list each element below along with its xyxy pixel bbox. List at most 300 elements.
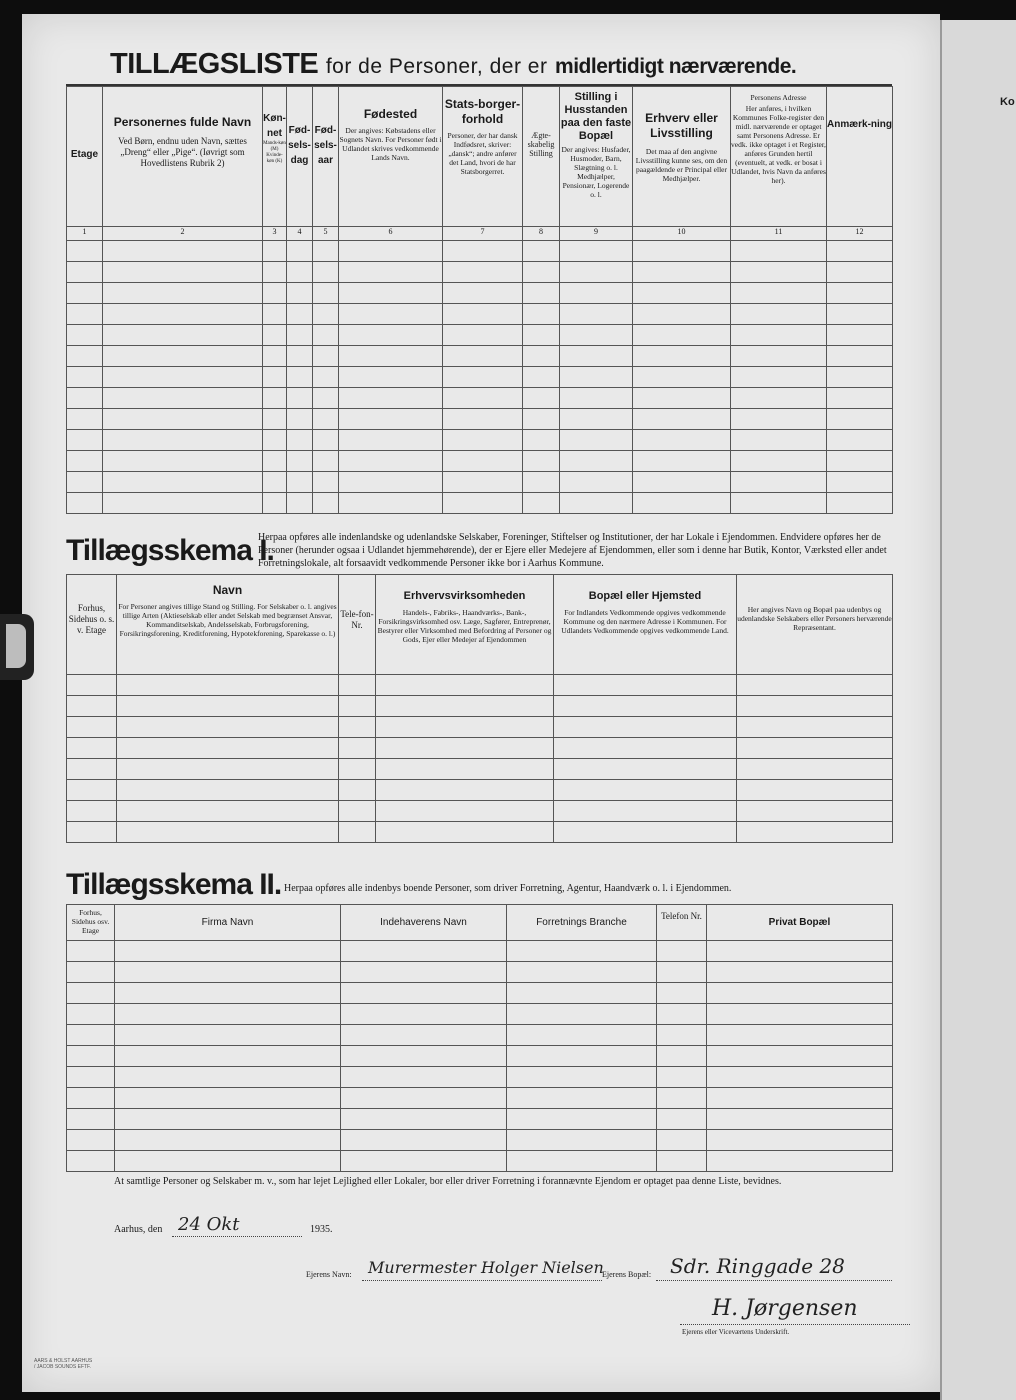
table-cell[interactable] — [443, 472, 523, 493]
table-cell[interactable] — [115, 1109, 341, 1130]
table-cell[interactable] — [287, 409, 313, 430]
table-cell[interactable] — [633, 388, 731, 409]
table-cell[interactable] — [67, 696, 117, 717]
table-cell[interactable] — [339, 304, 443, 325]
table-cell[interactable] — [737, 759, 893, 780]
table-cell[interactable] — [263, 241, 287, 262]
table-cell[interactable] — [115, 941, 341, 962]
table-row — [67, 367, 893, 388]
table-cell[interactable] — [263, 304, 287, 325]
s2-col-branche: Forretnings Branche — [507, 905, 657, 941]
table-cell[interactable] — [737, 717, 893, 738]
table-cell[interactable] — [115, 1025, 341, 1046]
skema2-rows — [67, 941, 893, 1172]
table-cell[interactable] — [731, 325, 827, 346]
table-cell[interactable] — [313, 367, 339, 388]
table-cell[interactable] — [523, 283, 560, 304]
table-cell[interactable] — [731, 451, 827, 472]
table-cell[interactable] — [507, 1046, 657, 1067]
table-row — [67, 696, 893, 717]
table-cell[interactable] — [554, 801, 737, 822]
table-cell[interactable] — [737, 780, 893, 801]
table-cell[interactable] — [657, 1109, 707, 1130]
place-label: Aarhus, den — [114, 1224, 163, 1235]
table-cell[interactable] — [707, 1130, 893, 1151]
table-cell[interactable] — [560, 430, 633, 451]
list-title: TILLÆGSLISTE for de Personer, der er midlertidigt nærværende. — [110, 48, 797, 80]
table-cell[interactable] — [115, 962, 341, 983]
table-cell[interactable] — [560, 304, 633, 325]
table-cell[interactable] — [707, 1004, 893, 1025]
table-cell[interactable] — [341, 1088, 507, 1109]
table-cell[interactable] — [313, 472, 339, 493]
table-cell[interactable] — [67, 780, 117, 801]
table-cell[interactable] — [263, 409, 287, 430]
table-cell[interactable] — [339, 325, 443, 346]
table-cell[interactable] — [67, 262, 103, 283]
table-cell[interactable] — [313, 430, 339, 451]
table-cell[interactable] — [523, 409, 560, 430]
table-cell[interactable] — [827, 493, 893, 514]
table-cell[interactable] — [443, 262, 523, 283]
table-cell[interactable] — [67, 983, 115, 1004]
table-cell[interactable] — [313, 409, 339, 430]
table-cell[interactable] — [633, 472, 731, 493]
table-cell[interactable] — [339, 262, 443, 283]
table-cell[interactable] — [117, 801, 339, 822]
owner-address: Sdr. Ringgade 28 — [670, 1254, 845, 1278]
table-cell[interactable] — [707, 962, 893, 983]
table-cell[interactable] — [313, 325, 339, 346]
table-cell[interactable] — [657, 1046, 707, 1067]
s2-col-telefon: Telefon Nr. — [657, 905, 707, 941]
table-cell[interactable] — [707, 1025, 893, 1046]
table-cell[interactable] — [67, 472, 103, 493]
table-cell[interactable] — [560, 367, 633, 388]
table-cell[interactable] — [339, 283, 443, 304]
table-cell[interactable] — [657, 941, 707, 962]
table-cell[interactable] — [67, 1109, 115, 1130]
table-cell[interactable] — [827, 451, 893, 472]
table-cell[interactable] — [117, 780, 339, 801]
table-cell[interactable] — [633, 241, 731, 262]
table-row — [67, 472, 893, 493]
table-cell[interactable] — [339, 822, 376, 843]
table-cell[interactable] — [827, 283, 893, 304]
table-cell[interactable] — [339, 388, 443, 409]
col-num: 6 — [339, 227, 443, 241]
table-cell[interactable] — [339, 759, 376, 780]
table-cell[interactable] — [376, 717, 554, 738]
table-cell[interactable] — [731, 283, 827, 304]
table-cell[interactable] — [507, 1088, 657, 1109]
table-cell[interactable] — [507, 1067, 657, 1088]
table-cell[interactable] — [115, 1088, 341, 1109]
table-cell[interactable] — [737, 822, 893, 843]
table-cell[interactable] — [376, 780, 554, 801]
table-cell[interactable] — [707, 941, 893, 962]
table-cell[interactable] — [523, 388, 560, 409]
table-cell[interactable] — [376, 801, 554, 822]
table-cell[interactable] — [103, 388, 263, 409]
table-cell[interactable] — [341, 1025, 507, 1046]
table-cell[interactable] — [341, 1151, 507, 1172]
table-cell[interactable] — [560, 451, 633, 472]
table-cell[interactable] — [313, 304, 339, 325]
table-cell[interactable] — [287, 283, 313, 304]
table-row — [67, 759, 893, 780]
table-cell[interactable] — [115, 1067, 341, 1088]
table-cell[interactable] — [117, 675, 339, 696]
table-cell[interactable] — [313, 493, 339, 514]
table-cell[interactable] — [67, 1067, 115, 1088]
table-cell[interactable] — [707, 1088, 893, 1109]
table-cell[interactable] — [657, 1025, 707, 1046]
table-cell[interactable] — [827, 409, 893, 430]
table-cell[interactable] — [443, 283, 523, 304]
table-cell[interactable] — [443, 493, 523, 514]
table-cell[interactable] — [67, 325, 103, 346]
table-cell[interactable] — [554, 696, 737, 717]
table-cell[interactable] — [341, 1109, 507, 1130]
table-cell[interactable] — [523, 241, 560, 262]
table-cell[interactable] — [339, 780, 376, 801]
table-cell[interactable] — [263, 388, 287, 409]
table-cell[interactable] — [657, 1130, 707, 1151]
table-cell[interactable] — [523, 430, 560, 451]
table-cell[interactable] — [707, 1151, 893, 1172]
table-cell[interactable] — [287, 346, 313, 367]
table-cell[interactable] — [707, 983, 893, 1004]
col-foedselsdag: Fød-sels-dag — [287, 87, 313, 227]
table-cell[interactable] — [103, 325, 263, 346]
table-cell[interactable] — [376, 822, 554, 843]
table-cell[interactable] — [731, 262, 827, 283]
table-cell[interactable] — [443, 325, 523, 346]
table-cell[interactable] — [263, 367, 287, 388]
table-cell[interactable] — [827, 472, 893, 493]
table-row — [67, 1130, 893, 1151]
table-cell[interactable] — [263, 346, 287, 367]
table-cell[interactable] — [633, 493, 731, 514]
table-cell[interactable] — [657, 962, 707, 983]
table-cell[interactable] — [523, 472, 560, 493]
table-cell[interactable] — [523, 262, 560, 283]
table-cell[interactable] — [554, 717, 737, 738]
table-cell[interactable] — [263, 430, 287, 451]
table-cell[interactable] — [67, 759, 117, 780]
table-cell[interactable] — [67, 738, 117, 759]
table-cell[interactable] — [117, 759, 339, 780]
table-cell[interactable] — [287, 304, 313, 325]
table-cell[interactable] — [731, 409, 827, 430]
table-cell[interactable] — [67, 304, 103, 325]
table-cell[interactable] — [443, 388, 523, 409]
table-cell[interactable] — [633, 367, 731, 388]
table-cell[interactable] — [103, 241, 263, 262]
table-cell[interactable] — [827, 346, 893, 367]
table-cell[interactable] — [339, 696, 376, 717]
table-cell[interactable] — [67, 430, 103, 451]
table-cell[interactable] — [633, 325, 731, 346]
table-cell[interactable] — [339, 738, 376, 759]
table-cell[interactable] — [287, 367, 313, 388]
table-row — [67, 1067, 893, 1088]
table-cell[interactable] — [443, 367, 523, 388]
table-cell[interactable] — [339, 493, 443, 514]
table-cell[interactable] — [827, 241, 893, 262]
table-cell[interactable] — [103, 430, 263, 451]
table-cell[interactable] — [376, 759, 554, 780]
table-cell[interactable] — [67, 283, 103, 304]
table-cell[interactable] — [443, 409, 523, 430]
skema2-title: Tillægsskema II. — [66, 868, 282, 901]
table-cell[interactable] — [313, 283, 339, 304]
table-cell[interactable] — [731, 241, 827, 262]
table-cell[interactable] — [67, 1046, 115, 1067]
s1-col-erhverv: Erhvervsvirksomheden Handels-, Fabriks-, Haandværks-, Bank-, Forsikringsvirksomhed osv. Læge, Sagfører, Entreprenør, Bestyrer eller Virksomhed med Befordring af Personer og Gods, Ejer eller Medejer af Ejendommen — [376, 575, 554, 675]
table-cell[interactable] — [313, 346, 339, 367]
table-cell[interactable] — [115, 1151, 341, 1172]
table-cell[interactable] — [67, 1130, 115, 1151]
table-cell[interactable] — [731, 367, 827, 388]
table-cell[interactable] — [287, 262, 313, 283]
s2-col-privat-bopael: Privat Bopæl — [707, 905, 893, 941]
table-cell[interactable] — [376, 738, 554, 759]
table-cell[interactable] — [339, 430, 443, 451]
table-cell[interactable] — [287, 388, 313, 409]
table-cell[interactable] — [103, 346, 263, 367]
table-cell[interactable] — [827, 430, 893, 451]
table-cell[interactable] — [67, 346, 103, 367]
table-cell[interactable] — [633, 283, 731, 304]
table-cell[interactable] — [731, 304, 827, 325]
table-cell[interactable] — [341, 962, 507, 983]
table-cell[interactable] — [339, 472, 443, 493]
table-cell[interactable] — [67, 941, 115, 962]
table-cell[interactable] — [339, 367, 443, 388]
table-cell[interactable] — [103, 451, 263, 472]
table-cell[interactable] — [67, 1004, 115, 1025]
table-cell[interactable] — [103, 304, 263, 325]
table-cell[interactable] — [341, 941, 507, 962]
table-cell[interactable] — [731, 388, 827, 409]
table-cell[interactable] — [263, 325, 287, 346]
table-cell[interactable] — [827, 367, 893, 388]
table-cell[interactable] — [633, 430, 731, 451]
table-cell[interactable] — [67, 962, 115, 983]
table-cell[interactable] — [633, 409, 731, 430]
table-cell[interactable] — [707, 1067, 893, 1088]
table-cell[interactable] — [560, 325, 633, 346]
table-cell[interactable] — [731, 346, 827, 367]
table-cell[interactable] — [287, 325, 313, 346]
table-cell[interactable] — [263, 451, 287, 472]
table-cell[interactable] — [554, 822, 737, 843]
table-cell[interactable] — [341, 1130, 507, 1151]
table-cell[interactable] — [67, 675, 117, 696]
table-row — [67, 780, 893, 801]
table-cell[interactable] — [341, 983, 507, 1004]
table-cell[interactable] — [263, 472, 287, 493]
table-cell[interactable] — [341, 1067, 507, 1088]
table-cell[interactable] — [67, 1151, 115, 1172]
table-cell[interactable] — [287, 451, 313, 472]
table-cell[interactable] — [117, 822, 339, 843]
table-cell[interactable] — [657, 1151, 707, 1172]
table-cell[interactable] — [633, 262, 731, 283]
col-num: 4 — [287, 227, 313, 241]
table-cell[interactable] — [287, 241, 313, 262]
s1-col-bopael: Bopæl eller Hjemsted For Indlandets Vedkommende opgives vedkommende Kommune og den nærmere Adresse i Kommunen. For Udlandets Vedkommende opgives vedkommende Land. — [554, 575, 737, 675]
table-cell[interactable] — [523, 346, 560, 367]
table-cell[interactable] — [117, 738, 339, 759]
table-cell[interactable] — [103, 367, 263, 388]
table-cell[interactable] — [67, 451, 103, 472]
table-cell[interactable] — [657, 1067, 707, 1088]
table-cell[interactable] — [827, 325, 893, 346]
tillaegsliste-table — [66, 86, 893, 514]
table-cell[interactable] — [67, 367, 103, 388]
table-cell[interactable] — [731, 493, 827, 514]
table-cell[interactable] — [67, 241, 103, 262]
table-cell[interactable] — [523, 451, 560, 472]
table-cell[interactable] — [507, 1004, 657, 1025]
col-num: 9 — [560, 227, 633, 241]
table-cell[interactable] — [115, 1004, 341, 1025]
table-cell[interactable] — [443, 304, 523, 325]
table-cell[interactable] — [560, 409, 633, 430]
table-cell[interactable] — [737, 696, 893, 717]
table-cell[interactable] — [523, 493, 560, 514]
table-cell[interactable] — [103, 262, 263, 283]
table-cell[interactable] — [339, 717, 376, 738]
table-cell[interactable] — [707, 1109, 893, 1130]
table-cell[interactable] — [560, 262, 633, 283]
table-cell[interactable] — [263, 262, 287, 283]
table-cell[interactable] — [560, 388, 633, 409]
table-cell[interactable] — [67, 409, 103, 430]
table-cell[interactable] — [376, 696, 554, 717]
table-cell[interactable] — [560, 493, 633, 514]
table-cell[interactable] — [523, 367, 560, 388]
table-cell[interactable] — [507, 941, 657, 962]
table-cell[interactable] — [341, 1004, 507, 1025]
table-cell[interactable] — [341, 1046, 507, 1067]
table-cell[interactable] — [115, 1130, 341, 1151]
table-cell[interactable] — [507, 1109, 657, 1130]
table-cell[interactable] — [560, 283, 633, 304]
table-cell[interactable] — [313, 388, 339, 409]
table-cell[interactable] — [115, 1046, 341, 1067]
table-cell[interactable] — [103, 472, 263, 493]
table-cell[interactable] — [560, 472, 633, 493]
table-cell[interactable] — [287, 472, 313, 493]
table-cell[interactable] — [633, 451, 731, 472]
table-cell[interactable] — [339, 801, 376, 822]
table-cell[interactable] — [554, 738, 737, 759]
table-cell[interactable] — [376, 675, 554, 696]
owner-name-label: Ejerens Navn: — [306, 1270, 352, 1279]
col-aegteskabelig: Ægte-skabelig Stilling — [523, 87, 560, 227]
table-row — [67, 675, 893, 696]
table-cell[interactable] — [657, 1088, 707, 1109]
table-cell[interactable] — [263, 493, 287, 514]
table-cell[interactable] — [560, 241, 633, 262]
table-cell[interactable] — [103, 409, 263, 430]
table-cell[interactable] — [507, 983, 657, 1004]
table-cell[interactable] — [554, 780, 737, 801]
table-cell[interactable] — [554, 675, 737, 696]
table-cell[interactable] — [103, 493, 263, 514]
table-cell[interactable] — [707, 1046, 893, 1067]
table-cell[interactable] — [827, 388, 893, 409]
table-cell[interactable] — [313, 241, 339, 262]
table-cell[interactable] — [67, 717, 117, 738]
table-cell[interactable] — [523, 304, 560, 325]
table-cell[interactable] — [287, 493, 313, 514]
table-cell[interactable] — [507, 1130, 657, 1151]
table-cell[interactable] — [339, 409, 443, 430]
table-cell[interactable] — [67, 822, 117, 843]
table-cell[interactable] — [67, 1088, 115, 1109]
table-cell[interactable] — [67, 801, 117, 822]
table-cell[interactable] — [263, 283, 287, 304]
table-cell[interactable] — [115, 983, 341, 1004]
table-cell[interactable] — [731, 430, 827, 451]
table-cell[interactable] — [67, 388, 103, 409]
table-cell[interactable] — [339, 451, 443, 472]
table-cell[interactable] — [287, 430, 313, 451]
table-cell[interactable] — [633, 304, 731, 325]
table-cell[interactable] — [737, 675, 893, 696]
table-cell[interactable] — [827, 262, 893, 283]
table-cell[interactable] — [827, 304, 893, 325]
skema2-description: Herpaa opføres alle indenbys boende Personer, som driver Forretning, Agentur, Haandværk o. l. i Ejendommen. — [284, 883, 732, 894]
table-cell[interactable] — [339, 675, 376, 696]
s1-col-etage: Forhus, Sidehus o. s. v. Etage — [67, 575, 117, 675]
table-cell[interactable] — [657, 983, 707, 1004]
table-cell[interactable] — [731, 472, 827, 493]
table-row — [67, 430, 893, 451]
table-cell[interactable] — [507, 1025, 657, 1046]
table-cell[interactable] — [443, 430, 523, 451]
table-cell[interactable] — [117, 717, 339, 738]
table-cell[interactable] — [737, 738, 893, 759]
table-cell[interactable] — [443, 241, 523, 262]
table-cell[interactable] — [339, 241, 443, 262]
table-cell[interactable] — [313, 262, 339, 283]
table-cell[interactable] — [67, 1025, 115, 1046]
table-cell[interactable] — [523, 325, 560, 346]
table-cell[interactable] — [657, 1004, 707, 1025]
table-cell[interactable] — [103, 283, 263, 304]
table-cell[interactable] — [560, 346, 633, 367]
table-cell[interactable] — [507, 1151, 657, 1172]
table-cell[interactable] — [443, 451, 523, 472]
table-cell[interactable] — [313, 451, 339, 472]
table-cell[interactable] — [507, 962, 657, 983]
table-cell[interactable] — [339, 346, 443, 367]
col-adresse: Personens Adresse Her anføres, i hvilken Kommunes Folke-register den midl. nærværende er optaget samt Personens Adresse. Er vedk. ikke optaget i et Register, anføres Grunden hertil (eventuelt, at vedk. er bosat i Udlandet, hvis Navn da anføres her). — [731, 87, 827, 227]
table-cell[interactable] — [633, 346, 731, 367]
table-cell[interactable] — [67, 493, 103, 514]
table-cell[interactable] — [554, 759, 737, 780]
s2-col-firma: Firma Navn — [115, 905, 341, 941]
table-cell[interactable] — [737, 801, 893, 822]
table-cell[interactable] — [117, 696, 339, 717]
table-cell[interactable] — [443, 346, 523, 367]
